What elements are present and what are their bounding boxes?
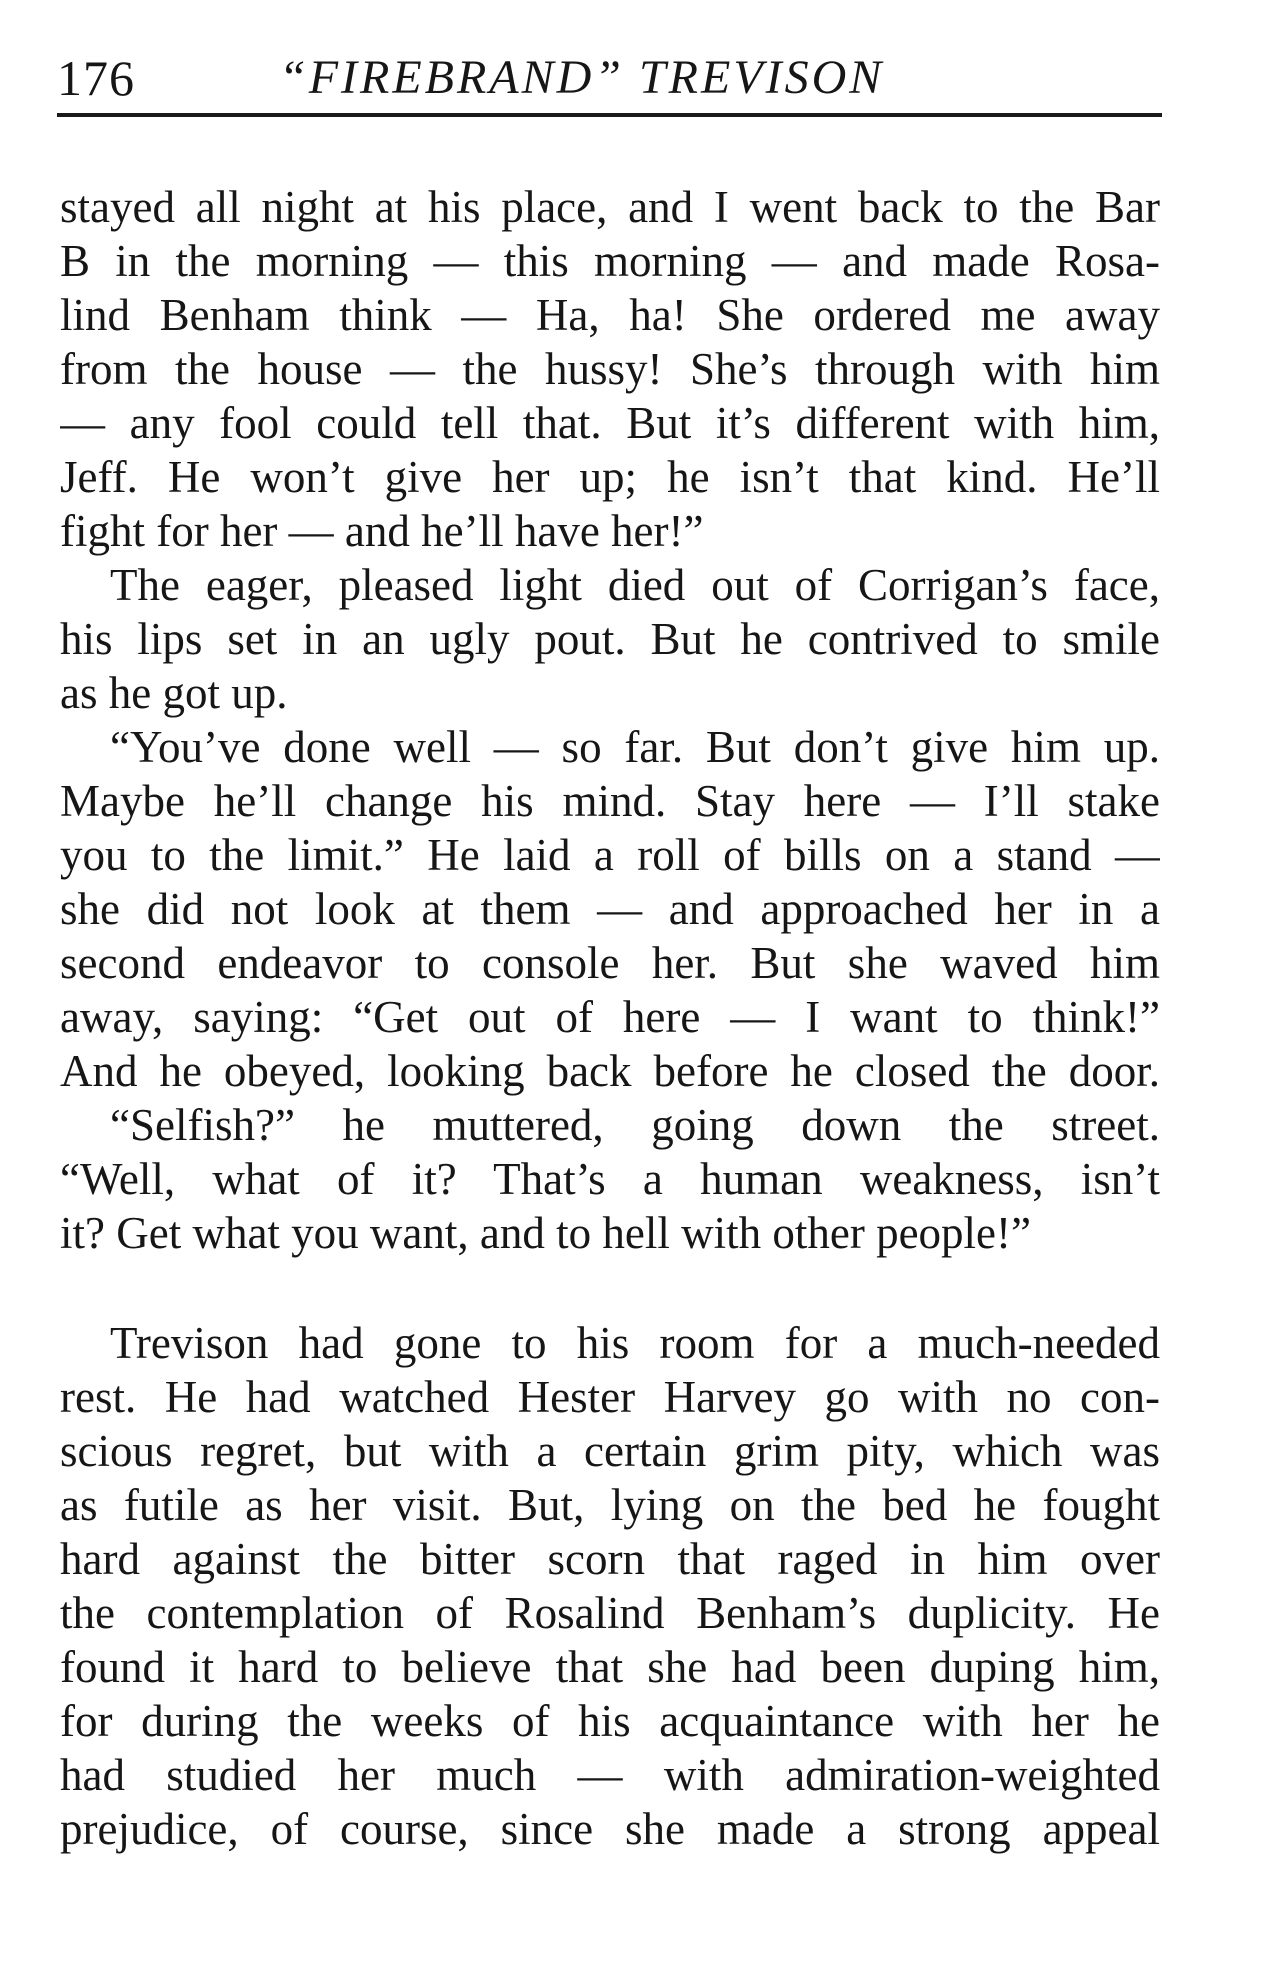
text-line: hard against the bitter scorn that raged in him over <box>60 1534 1160 1584</box>
text-line: fight for her — and he’ll have her!” <box>60 506 704 556</box>
text-line: as he got up. <box>60 668 288 718</box>
text-line: The eager, pleased light died out of Corrigan’s face, <box>110 560 1160 610</box>
text-line: — any fool could tell that. But it’s different with him, <box>60 398 1160 448</box>
text-line: it? Get what you want, and to hell with other people!” <box>60 1208 1031 1258</box>
paragraph <box>60 1316 1160 1856</box>
paragraph <box>60 558 1160 720</box>
text-line: found it hard to believe that she had been duping him, <box>60 1642 1160 1692</box>
text-line: she did not look at them — and approached her in a <box>60 884 1160 934</box>
running-title: “FIREBRAND” TREVISON <box>279 51 885 104</box>
page-number: 176 <box>57 50 135 106</box>
text-line: had studied her much — with admiration-weighted <box>60 1750 1160 1800</box>
paragraph <box>60 1098 1160 1260</box>
paragraph-continued <box>60 180 1160 558</box>
text-line: as futile as her visit. But, lying on the bed he fought <box>60 1480 1160 1530</box>
text-line: second endeavor to console her. But she waved him <box>60 938 1160 988</box>
text-line: you to the limit.” He laid a roll of bills on a stand — <box>60 830 1160 880</box>
text-line: B in the morning — this morning — and made Rosa- <box>60 236 1160 286</box>
text-line: rest. He had watched Hester Harvey go with no con- <box>60 1372 1160 1422</box>
text-line: And he obeyed, looking back before he closed the door. <box>60 1046 1160 1096</box>
text-line: Trevison had gone to his room for a much-needed <box>110 1318 1160 1368</box>
text-line: scious regret, but with a certain grim pity, which was <box>60 1426 1160 1476</box>
text-line: “You’ve done well — so far. But don’t give him up. <box>110 722 1160 772</box>
section-break <box>60 1260 1160 1316</box>
text-line: Maybe he’ll change his mind. Stay here — I’ll stake <box>60 776 1160 826</box>
running-head <box>57 48 1162 108</box>
text-line: the contemplation of Rosalind Benham’s duplicity. He <box>60 1588 1160 1638</box>
text-line: his lips set in an ugly pout. But he contrived to smile <box>60 614 1160 664</box>
text-line: away, saying: “Get out of here — I want to think!” <box>60 992 1160 1042</box>
text-line: from the house — the hussy! She’s through with him <box>60 344 1160 394</box>
text-line: “Selfish?” he muttered, going down the street. <box>110 1100 1160 1150</box>
text-line: “Well, what of it? That’s a human weakness, isn’t <box>60 1154 1160 1204</box>
text-line: for during the weeks of his acquaintance with her he <box>60 1696 1160 1746</box>
body-text <box>60 180 1160 1856</box>
text-line: Jeff. He won’t give her up; he isn’t that kind. He’ll <box>60 452 1160 502</box>
text-line: stayed all night at his place, and I went back to the Bar <box>60 182 1160 232</box>
header-rule <box>57 113 1162 117</box>
text-line: prejudice, of course, since she made a strong appeal <box>60 1804 1160 1854</box>
paragraph <box>60 720 1160 1098</box>
text-line: lind Benham think — Ha, ha! She ordered me away <box>60 290 1160 340</box>
